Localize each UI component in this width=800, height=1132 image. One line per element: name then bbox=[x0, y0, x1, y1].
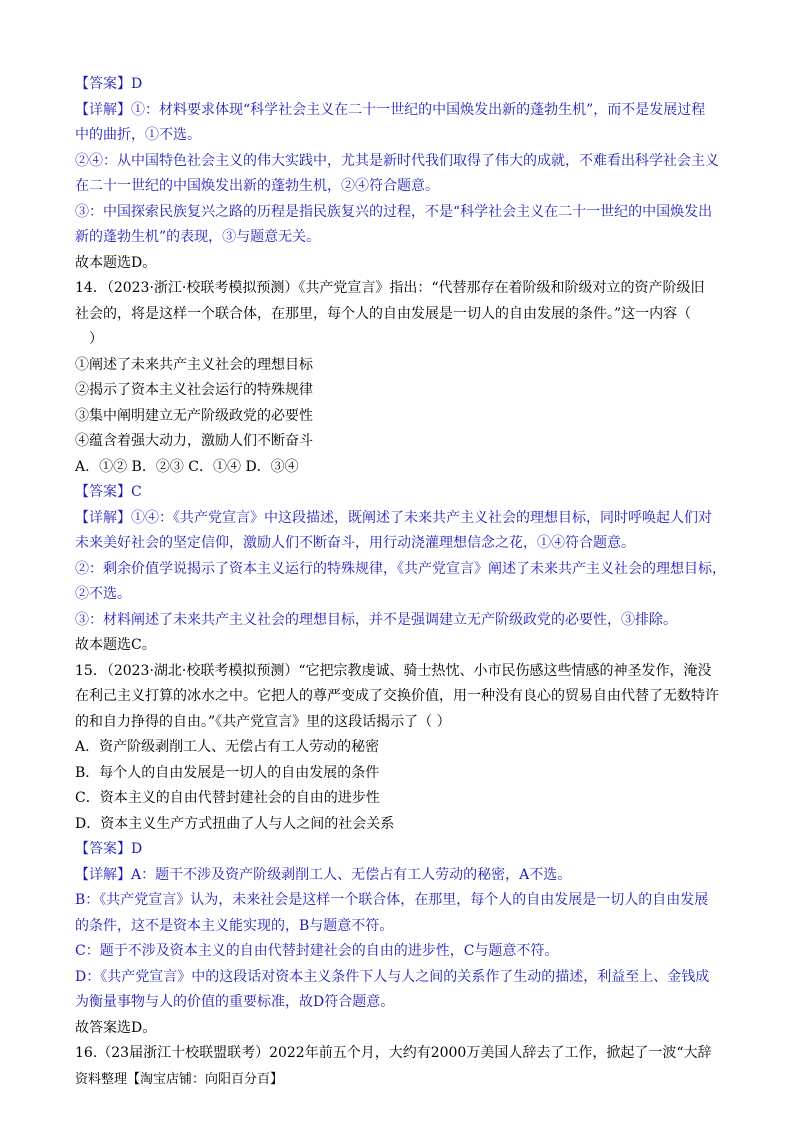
q14-detail-line: ②：剩余价值学说揭示了资本主义运行的特殊规律，《共产党宣言》阐述了未来共产主义社会的理想目标， bbox=[75, 560, 726, 577]
q14-detail-line: ③：材料阐述了未来共产主义社会的理想目标，并不是强调建立无产阶级政党的必要性，③排除。 bbox=[75, 611, 677, 628]
q13-detail-line: ③：中国探索民族复兴之路的历程是指民族复兴的过程，不是“科学社会主义在二十一世纪的中国焕发出 bbox=[75, 203, 713, 220]
q14-conclusion: 故本题选C。 bbox=[75, 637, 156, 653]
q15-detail-line: B：《共产党宣言》认为，未来社会是这样一个联合体，在那里，每个人的自由发展是一切人的自由发展 bbox=[75, 892, 709, 908]
q13-detail-line: 【详解】①：材料要求体现“科学社会主义在二十一世纪的中国焕发出新的蓬勃生机”，而不是发展过程 bbox=[75, 101, 706, 118]
q13-detail-line: 在二十一世纪的中国焕发出新的蓬勃生机，②④符合题意。 bbox=[75, 178, 439, 194]
document-page bbox=[75, 72, 730, 1067]
q14-answer: 【答案】C bbox=[75, 484, 142, 500]
q14-options: A．①② B．②③ C．①④ D．③④ bbox=[75, 458, 299, 475]
q14-stem-line: 社会的，将是这样一个联合体，在那里，每个人的自由发展是一切人的自由发展的条件。”这一内容（ bbox=[75, 305, 692, 322]
page-footer: 资料整理【淘宝店铺：向阳百分百】 bbox=[75, 1072, 284, 1087]
q13-answer: 【答案】D bbox=[75, 76, 143, 92]
q15-detail-line: 为衡量事物与人的价值的重要标准，故D符合题意。 bbox=[75, 994, 395, 1010]
q15-stem-line: 的和自力挣得的自由。”《共产党宣言》里的这段话揭示了（ ） bbox=[75, 713, 451, 730]
q15-answer: 【答案】D bbox=[75, 841, 143, 857]
q15-option: B．每个人的自由发展是一切人的自由发展的条件 bbox=[75, 764, 380, 781]
q15-conclusion: 故答案选D。 bbox=[75, 1019, 157, 1036]
q16-stem-line: 16.（23届浙江十校联盟联考）2022年前五个月，大约有2000万美国人辞去了工作，掀起了一波“大辞 bbox=[75, 1045, 712, 1061]
q14-detail-line: ②不选。 bbox=[75, 586, 131, 602]
q14-detail-line: 【详解】①④：《共产党宣言》中这段描述，既阐述了未来共产主义社会的理想目标，同时呼唤起人们对 bbox=[75, 509, 712, 526]
q15-detail-line: C：题于不涉及资本主义的自由代替封建社会的自由的进步性，C与题意不符。 bbox=[75, 943, 559, 959]
q14-item: ②揭示了资本主义社会运行的特殊规律 bbox=[75, 382, 313, 398]
q14-stem-line: ） bbox=[89, 331, 103, 347]
q13-detail-line: 中的曲折，①不选。 bbox=[75, 127, 201, 143]
q13-detail-line: 新的蓬勃生机”的表现，③与题意无关。 bbox=[75, 229, 321, 245]
q15-option: A．资产阶级剥削工人、无偿占有工人劳动的秘密 bbox=[75, 739, 380, 755]
q14-item: ④蕴含着强大动力，激励人们不断奋斗 bbox=[75, 433, 313, 449]
q15-detail-line: 【详解】A：题干不涉及资产阶级剥削工人、无偿占有工人劳动的秘密，A不选。 bbox=[75, 866, 572, 883]
q15-option: C．资本主义的自由代替封建社会的自由的进步性 bbox=[75, 790, 380, 806]
q15-detail-line: D：《共产党宣言》中的这段话对资本主义条件下人与人之间的关系作了生动的描述，利益至上、金钱成 bbox=[75, 968, 710, 985]
q14-item: ③集中阐明建立无产阶级政党的必要性 bbox=[75, 407, 313, 424]
q13-detail-line: ②④：从中国特色社会主义的伟大实践中，尤其是新时代我们取得了伟大的成就，不难看出科学社会主义 bbox=[75, 152, 719, 169]
q13-conclusion: 故本题选D。 bbox=[75, 254, 157, 271]
q15-stem-line: 在利己主义打算的冰水之中。它把人的尊严变成了交换价值，用一种没有良心的贸易自由代替了无数特许 bbox=[75, 688, 719, 704]
q14-detail-line: 未来美好社会的坚定信仰，激励人们不断奋斗，用行动浇灌理想信念之花，①④符合题意。 bbox=[75, 535, 635, 551]
q15-detail-line: 的条件，这不是资本主义能实现的，B与题意不符。 bbox=[75, 917, 394, 934]
q14-item: ①阐述了未来共产主义社会的理想目标 bbox=[75, 356, 313, 373]
q14-stem-line: 14．（2023·浙江·校联考模拟预测）《共产党宣言》指出：“代替那存在着阶级和阶级对立的资产阶级旧 bbox=[75, 280, 705, 296]
q15-option: D．资本主义生产方式扭曲了人与人之间的社会关系 bbox=[75, 815, 395, 832]
q15-stem-line: 15．（2023·湖北·校联考模拟预测）“它把宗教虔诚、骑士热忱、小市民伤感这些情感的神圣发作，淹没 bbox=[75, 662, 712, 679]
